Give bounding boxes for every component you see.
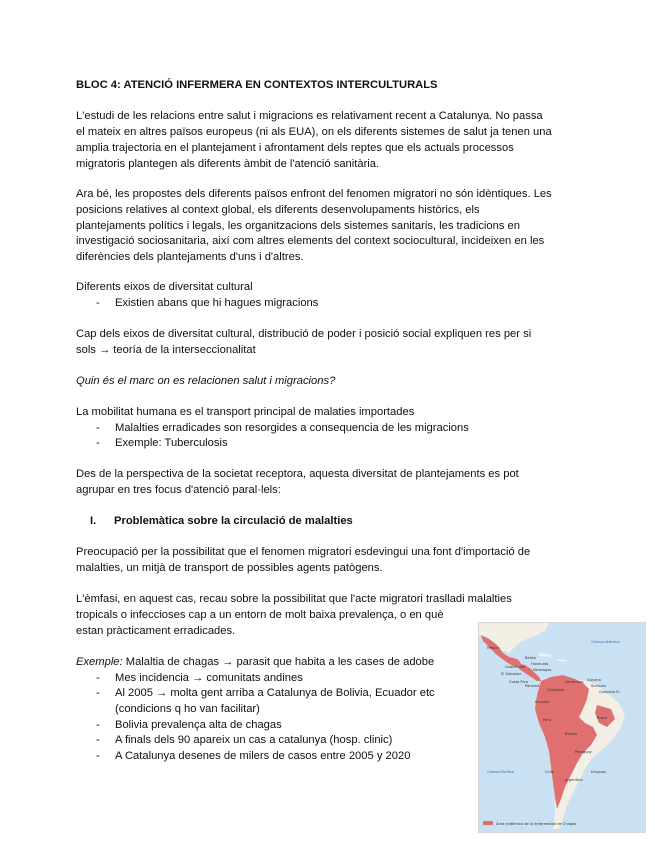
list-item: A finals dels 90 apareix un cas a catalunya (hosp. clinic) bbox=[115, 734, 393, 746]
paragraph-line: L'èmfasi, en aquest cas, recau sobre la possibilitat que l'acte migratori traslladi malalties bbox=[76, 593, 512, 605]
paragraph-line: Preocupació per la possibilitat que el fenomen migratori esdevingui una font d'importació de bbox=[76, 546, 531, 558]
example-label: Exemple: bbox=[76, 656, 123, 668]
section-number: I. bbox=[90, 515, 97, 527]
paragraph-line: Ara bé, les propostes dels diferents països enfront del fenomen migratori no són idèntiques. Les bbox=[76, 188, 552, 200]
bullet-mark: - bbox=[96, 672, 100, 684]
map-label-guatemala: Guatemala bbox=[505, 665, 525, 669]
map-label-ecuador: Ecuador bbox=[535, 700, 550, 704]
map-label-honduras: Honduras bbox=[531, 662, 549, 666]
list-title: Diferents eixos de diversitat cultural bbox=[76, 281, 253, 293]
paragraph-line: investigació sociosanitaria, així com altres elements del context sociocultural, incideixen en les bbox=[76, 235, 545, 247]
list-item: Mes incidencia → comunitats andines bbox=[115, 672, 303, 684]
map-label-peru: Perú bbox=[543, 718, 552, 722]
example-line bbox=[76, 655, 434, 671]
question-line: Quin és el marc on es relacionen salut i migracions? bbox=[76, 375, 336, 387]
example-text: Malaltia de chagas → parasit que habita a les cases de adobe bbox=[122, 656, 435, 668]
bullet-mark: - bbox=[96, 437, 100, 449]
map-label-brasil: Brasil bbox=[597, 716, 608, 720]
paragraph-line: agrupar en tres focus d'atenció paral·lels: bbox=[76, 484, 281, 496]
bullet-mark: - bbox=[96, 719, 100, 731]
map-label-mexico: México bbox=[487, 646, 500, 650]
bullet-mark: - bbox=[96, 297, 100, 309]
paragraph-line: migratoris plantegen als diferents àmbit de l'atenció sanitària. bbox=[76, 158, 380, 170]
paragraph-line: tropicals o infeccioses cap a un entorn de molt baixa prevalença, o en què bbox=[76, 609, 444, 621]
map-label-surinam: Surinam bbox=[591, 684, 607, 688]
map-label-el-salvador: El Salvador bbox=[501, 672, 522, 676]
chagas-map-image bbox=[478, 622, 646, 833]
map-label-belice: Belice bbox=[525, 656, 536, 660]
section-title: Problemàtica sobre la circulació de malalties bbox=[114, 515, 353, 527]
bullet-mark: - bbox=[96, 422, 100, 434]
list-item: (condicions q ho van facilitar) bbox=[115, 703, 260, 715]
list-item: Malalties erradicades son resorgides a consequencia de les migracions bbox=[115, 422, 469, 434]
paragraph-line: plantejaments polítics i legals, les organitzacions dels sistemes sanitaris, les tradicions en bbox=[76, 220, 520, 232]
list-item: Existien abans que hi hagues migracions bbox=[115, 297, 319, 309]
map-label-nicaragua: Nicaragua bbox=[533, 668, 552, 672]
map-label-guayana-fr: Guayana Fr. bbox=[599, 690, 621, 694]
paragraph-line: sols → teoría de la interseccionalitat bbox=[76, 344, 256, 356]
list-item: Bolivia prevalença alta de chagas bbox=[115, 719, 282, 731]
paragraph-line: malalties, un mitjà de transport de possibles agents patògens. bbox=[76, 562, 383, 574]
map-label-argentina: Argentina bbox=[565, 778, 583, 782]
paragraph-line: Cap dels eixos de diversitat cultural, distribució de poder i posició social expliquen res per si bbox=[76, 328, 532, 340]
paragraph-line: amplia trajectoria en el plantejament i afrontament dels reptes que els actuals processos bbox=[76, 142, 514, 154]
map-label-costa-rica: Costa Rica bbox=[509, 680, 529, 684]
list-item: Al 2005 → molta gent arriba a Catalunya de Bolivia, Ecuador etc bbox=[115, 687, 435, 699]
map-legend-swatch bbox=[483, 821, 493, 825]
paragraph-line: el mateix en altres països europeus (ni als EUA), on els diferents sistemes de salut ja tenen una bbox=[76, 126, 552, 138]
map-label-chile: Chile bbox=[545, 770, 554, 774]
paragraph-line: posicions relatives al context global, els diferents desenvolupaments històrics, els bbox=[76, 204, 480, 216]
list-item: A Catalunya desenes de milers de casos entre 2005 y 2020 bbox=[115, 750, 411, 762]
map-label-venezuela: Venezuela bbox=[565, 680, 584, 684]
bullet-mark: - bbox=[96, 750, 100, 762]
paragraph-line: Des de la perspectiva de la societat receptora, aquesta diversitat de plantejaments es pot bbox=[76, 468, 519, 480]
bullet-mark: - bbox=[96, 687, 100, 699]
section-heading bbox=[90, 514, 353, 530]
bullet-mark: - bbox=[96, 734, 100, 746]
paragraph-line: L'estudi de les relacions entre salut i migracions es relativament recent a Catalunya. No passa bbox=[76, 110, 543, 122]
map-label-colombia: Colombia bbox=[547, 688, 564, 692]
map-label-panama: Panamá bbox=[525, 684, 540, 688]
map-label-atlantic: Océano Atlántico bbox=[591, 640, 620, 644]
map-graphic bbox=[479, 623, 645, 832]
map-label-pacific: Océano Pacífico bbox=[487, 770, 514, 774]
paragraph-line: diferències dels plantejaments d'uns i d'altres. bbox=[76, 251, 304, 263]
map-label-guyana: Guyana bbox=[587, 678, 601, 682]
paragraph-line: estan pràcticament erradicades. bbox=[76, 625, 236, 637]
map-label-bolivia: Bolivia bbox=[565, 732, 577, 736]
list-item: Exemple: Tuberculosis bbox=[115, 437, 228, 449]
map-label-paraguay: Paraguay bbox=[575, 750, 592, 754]
map-label-uruguay: Uruguay bbox=[591, 770, 607, 774]
list-title: La mobilitat humana es el transport principal de malaties importades bbox=[76, 406, 415, 418]
page-title: BLOC 4: ATENCIÓ INFERMERA EN CONTEXTOS INTERCULTURALS bbox=[76, 79, 438, 91]
map-legend-text: Área endémica de la enfermedad de Chagas bbox=[496, 822, 577, 826]
